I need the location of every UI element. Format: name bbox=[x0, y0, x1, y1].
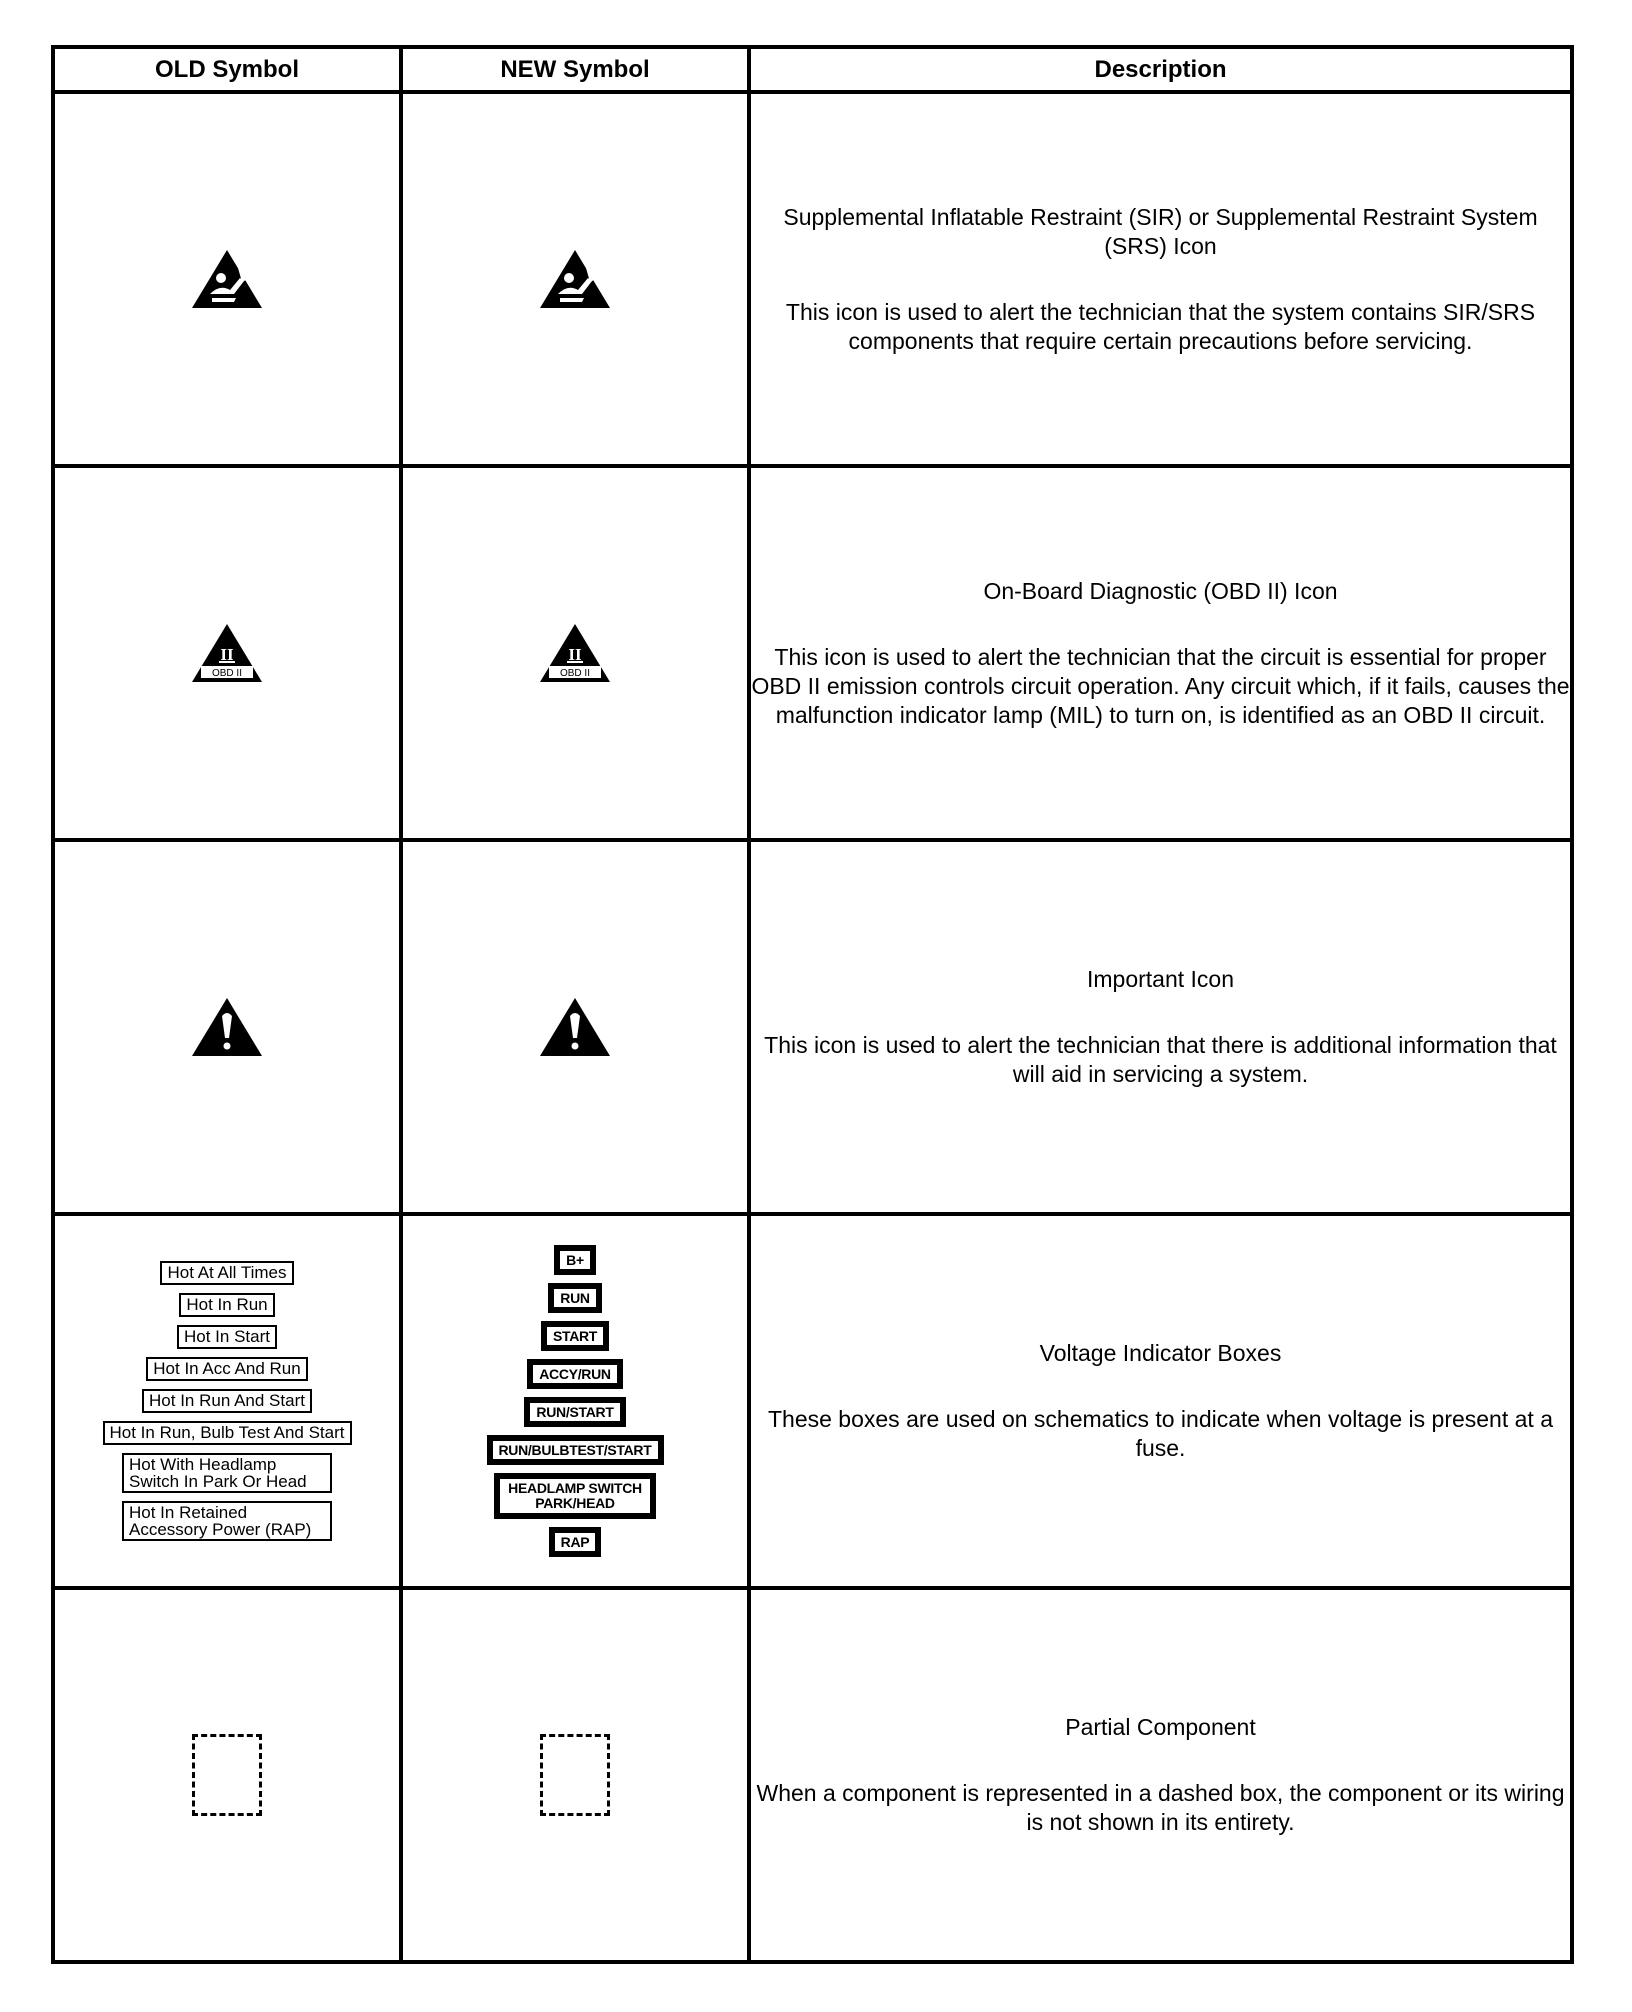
new-symbol-cell bbox=[401, 840, 749, 1214]
voltage-box: RUN/START bbox=[524, 1397, 625, 1427]
voltage-box: Hot In Run And Start bbox=[142, 1389, 312, 1413]
table-header-row bbox=[53, 47, 1572, 92]
description-text: This icon is used to alert the technician that the system contains SIR/SRS components that require certain precautions before servicing. bbox=[785, 298, 1536, 354]
important-icon bbox=[538, 996, 612, 1058]
table-row bbox=[53, 466, 1572, 840]
voltage-box: Hot In Start bbox=[177, 1325, 277, 1349]
header-description: Description bbox=[749, 47, 1572, 92]
voltage-box-line: Hot In Retained bbox=[129, 1503, 248, 1522]
voltage-box: B+ bbox=[554, 1245, 596, 1275]
voltage-box: RUN bbox=[548, 1283, 601, 1313]
voltage-box: Hot In Run, Bulb Test And Start bbox=[103, 1421, 352, 1445]
description-text: This icon is used to alert the technician that the circuit is essential for proper OBD II emission controls circuit operation. Any circuit which, if it fails, causes the malfunction indicator lamp (MIL) to turn on, is identified as an OBD II circuit. bbox=[751, 643, 1570, 728]
table-row bbox=[53, 840, 1572, 1214]
new-symbol-cell bbox=[401, 1588, 749, 1962]
old-symbol-cell bbox=[53, 92, 401, 466]
voltage-box: Hot In Run bbox=[179, 1293, 274, 1317]
dashed-box-icon bbox=[540, 1734, 610, 1816]
sir-srs-icon bbox=[190, 248, 264, 310]
description-text: This icon is used to alert the technician that there is additional information that will aid in servicing a system. bbox=[764, 1032, 1557, 1087]
header-new-symbol: NEW Symbol bbox=[401, 47, 749, 92]
old-symbol-cell bbox=[53, 1588, 401, 1962]
voltage-box-two-line bbox=[494, 1473, 656, 1519]
voltage-box: Hot In Acc And Run bbox=[146, 1357, 307, 1381]
description-title: Partial Component bbox=[1065, 1714, 1256, 1740]
description-title: Voltage Indicator Boxes bbox=[1039, 1340, 1282, 1366]
old-symbol-cell bbox=[53, 466, 401, 840]
old-symbol-cell bbox=[53, 1214, 401, 1588]
voltage-box-line: Hot With Headlamp bbox=[129, 1455, 277, 1474]
new-symbol-cell bbox=[401, 1214, 749, 1588]
voltage-box-line: Accessory Power (RAP) bbox=[129, 1520, 312, 1539]
voltage-box-line: HEADLAMP SWITCH bbox=[508, 1480, 642, 1496]
voltage-box: START bbox=[541, 1321, 609, 1351]
voltage-box-two-line bbox=[122, 1453, 332, 1493]
description-cell bbox=[749, 1588, 1572, 1962]
svg-text:OBD II: OBD II bbox=[211, 668, 243, 679]
voltage-box: Hot At All Times bbox=[160, 1261, 293, 1285]
important-icon bbox=[190, 996, 264, 1058]
voltage-box-line: PARK/HEAD bbox=[535, 1495, 615, 1511]
header-old-symbol: OLD Symbol bbox=[53, 47, 401, 92]
description-cell bbox=[749, 466, 1572, 840]
description-title: Supplemental Inflatable Restraint (SIR) or Supplemental Restraint System (SRS) Icon bbox=[783, 203, 1538, 259]
voltage-box-two-line bbox=[122, 1501, 332, 1541]
description-text: When a component is represented in a dashed box, the component or its wiring is not shown in its entirety. bbox=[756, 1780, 1565, 1835]
description-title: Important Icon bbox=[1086, 966, 1235, 992]
new-symbol-cell bbox=[401, 92, 749, 466]
voltage-box: RAP bbox=[549, 1527, 602, 1557]
sir-srs-icon bbox=[538, 248, 612, 310]
obd-ii-icon bbox=[190, 622, 264, 684]
table-row bbox=[53, 1588, 1572, 1962]
new-voltage-boxes bbox=[403, 1245, 747, 1557]
description-cell bbox=[749, 92, 1572, 466]
obd-ii-icon bbox=[538, 622, 612, 684]
table-row bbox=[53, 92, 1572, 466]
svg-text:II: II bbox=[568, 645, 582, 664]
symbol-table bbox=[51, 45, 1574, 1964]
old-voltage-boxes bbox=[55, 1261, 399, 1541]
svg-text:OBD II: OBD II bbox=[559, 668, 591, 679]
dashed-box-icon bbox=[192, 1734, 262, 1816]
svg-text:II: II bbox=[220, 645, 234, 664]
description-cell bbox=[749, 840, 1572, 1214]
voltage-box-line: Switch In Park Or Head bbox=[129, 1472, 307, 1491]
description-text: These boxes are used on schematics to indicate when voltage is present at a fuse. bbox=[767, 1406, 1553, 1461]
new-symbol-cell bbox=[401, 466, 749, 840]
voltage-box: RUN/BULBTEST/START bbox=[487, 1435, 664, 1465]
description-title: On-Board Diagnostic (OBD II) Icon bbox=[983, 577, 1338, 604]
old-symbol-cell bbox=[53, 840, 401, 1214]
voltage-box: ACCY/RUN bbox=[527, 1359, 623, 1389]
table-row bbox=[53, 1214, 1572, 1588]
description-cell bbox=[749, 1214, 1572, 1588]
